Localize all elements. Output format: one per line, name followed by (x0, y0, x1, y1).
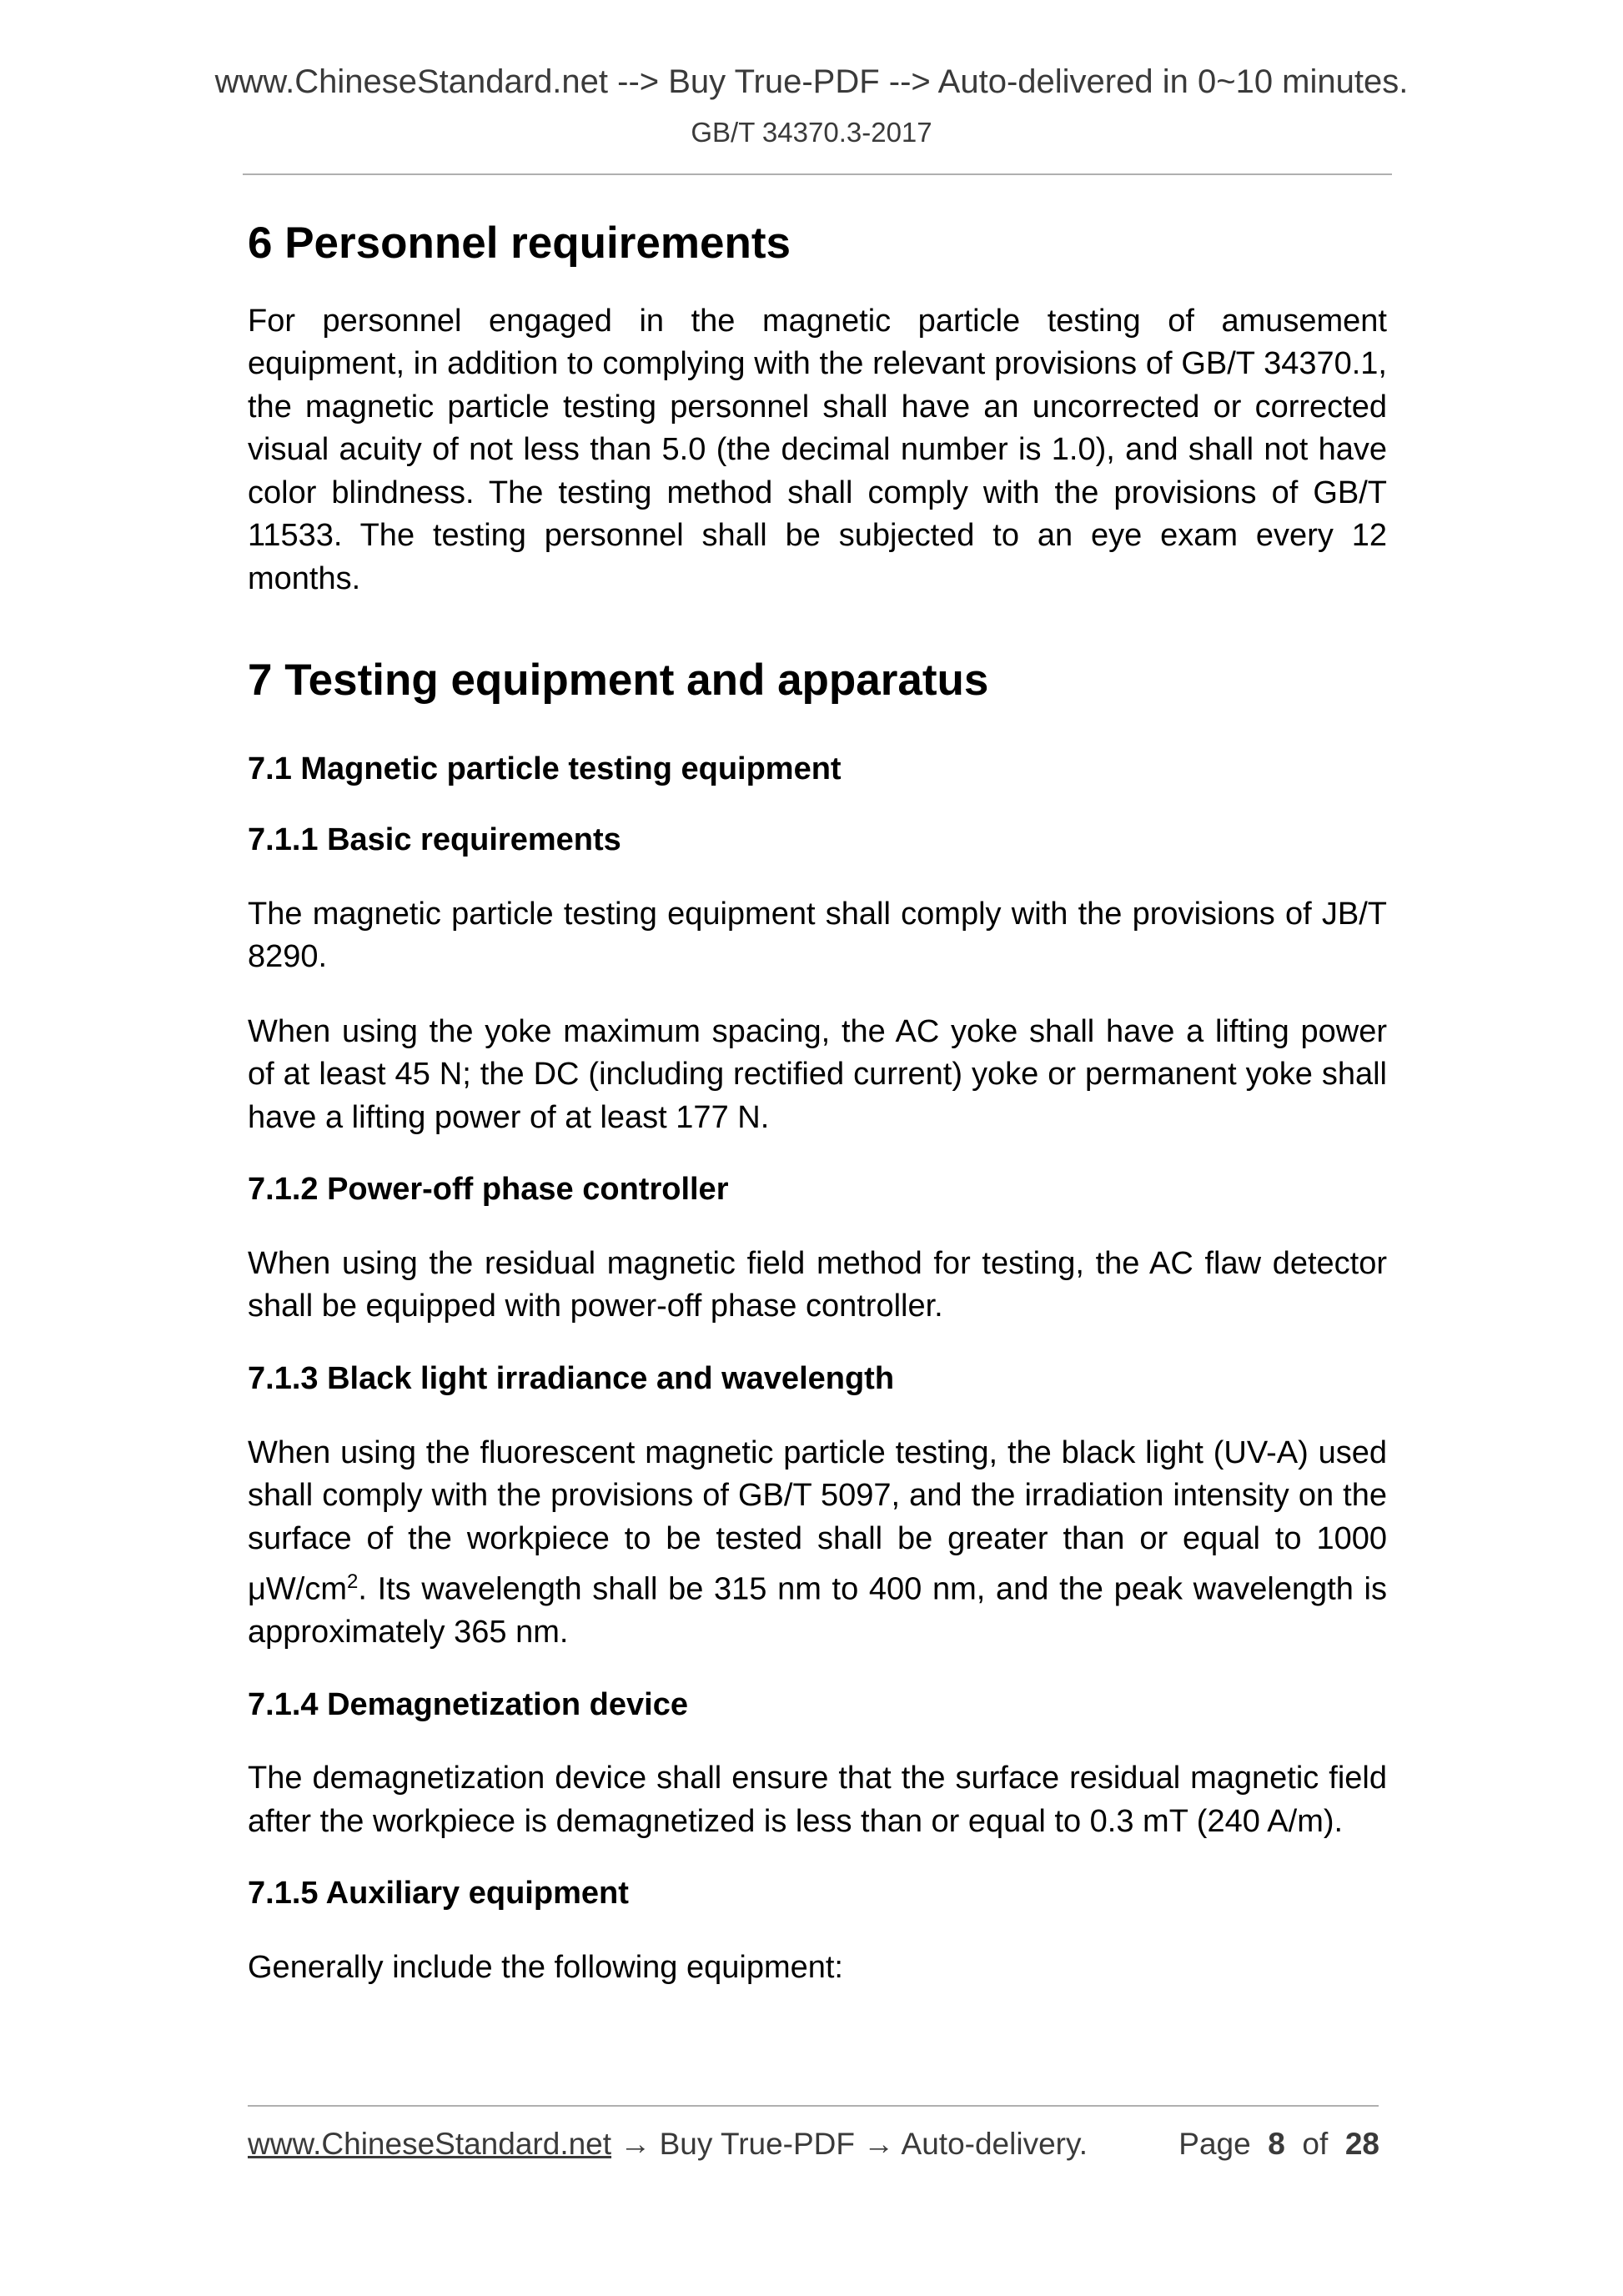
arrow-right-icon: → (611, 2127, 660, 2161)
section-7-1-2-heading: 7.1.2 Power-off phase controller (248, 1172, 729, 1208)
section-7-1-4-paragraph: The demagnetization device shall ensure that the surface residual magnetic field after the workpiece is demagnetized is less than or equal to 0.3 mT (240 A/m). (248, 1761, 1387, 1839)
footer-delivery-text: Auto-delivery. (901, 2127, 1088, 2161)
section-7-1-3-heading: 7.1.3 Black light irradiance and wavelength (248, 1360, 895, 1396)
current-page: 8 (1268, 2127, 1285, 2161)
section-7-1-5-paragraph: Generally include the following equipment: (248, 1949, 843, 1985)
arrow-right-icon: → (855, 2127, 902, 2161)
superscript-2: 2 (346, 1570, 359, 1594)
section-7-1-3-paragraph (248, 1432, 1387, 1655)
section-7-1-3-text-a: When using the fluorescent magnetic particle testing, the black light (UV-A) used shall comply with the provisions of GB/T 5097, and the irradiation intensity on the surface of the workpiece to be tested shall be greater than or equal to 1000 μW/cm (248, 1434, 1387, 1607)
header-standard-id: GB/T 34370.3-2017 (691, 117, 932, 148)
section-7-1-4-heading: 7.1.4 Demagnetization device (248, 1686, 688, 1722)
section-7-heading: 7 Testing equipment and apparatus (248, 656, 989, 706)
section-7-1-5-heading: 7.1.5 Auxiliary equipment (248, 1876, 629, 1912)
section-7-1-3-text-b: . Its wavelength shall be 315 nm to 400 nm, and the peak wavelength is approximately 365 nm. (248, 1571, 1387, 1650)
header-site-banner: www.ChineseStandard.net --> Buy True-PDF --> Auto-delivered in 0~10 minutes. (214, 63, 1409, 100)
header-divider (243, 173, 1392, 175)
section-7-1-1-paragraph-2: When using the yoke maximum spacing, the AC yoke shall have a lifting power of at least 45 N; the DC (including rectified current) yoke or permanent yoke shall have a lifting power of at least 177 N. (248, 1013, 1387, 1135)
footer-promo (248, 2127, 1088, 2162)
footer-buy-text: Buy True-PDF (659, 2127, 856, 2161)
page-number (1178, 2127, 1379, 2162)
document-body (248, 217, 1387, 2021)
section-6-paragraph: For personnel engaged in the magnetic particle testing of amusement equipment, in addition to complying with the relevant provisions of GB/T 34370.1, the magnetic particle testing personnel shall have an uncorrected or corrected visual acuity of not less than 5.0 (the decimal number is 1.0), and shall not have color blindness. The testing method shall comply with the provisions of GB/T 11533. The testing personnel shall be subjected to an eye exam every 12 months. (248, 303, 1387, 596)
of-label: of (1302, 2127, 1329, 2161)
total-pages: 28 (1344, 2127, 1379, 2161)
section-7-1-1-heading: 7.1.1 Basic requirements (248, 822, 621, 858)
section-6-heading: 6 Personnel requirements (248, 219, 791, 268)
page-label: Page (1178, 2127, 1251, 2161)
footer-site-link[interactable]: www.ChineseStandard.net (248, 2127, 612, 2161)
section-7-1-heading: 7.1 Magnetic particle testing equipment (248, 751, 842, 786)
section-7-1-1-paragraph-1: The magnetic particle testing equipment shall comply with the provisions of JB/T 8290. (248, 896, 1387, 975)
footer-divider (248, 2105, 1379, 2107)
section-7-1-2-paragraph: When using the residual magnetic field method for testing, the AC flaw detector shall be equipped with power-off phase controller. (248, 1245, 1387, 1324)
